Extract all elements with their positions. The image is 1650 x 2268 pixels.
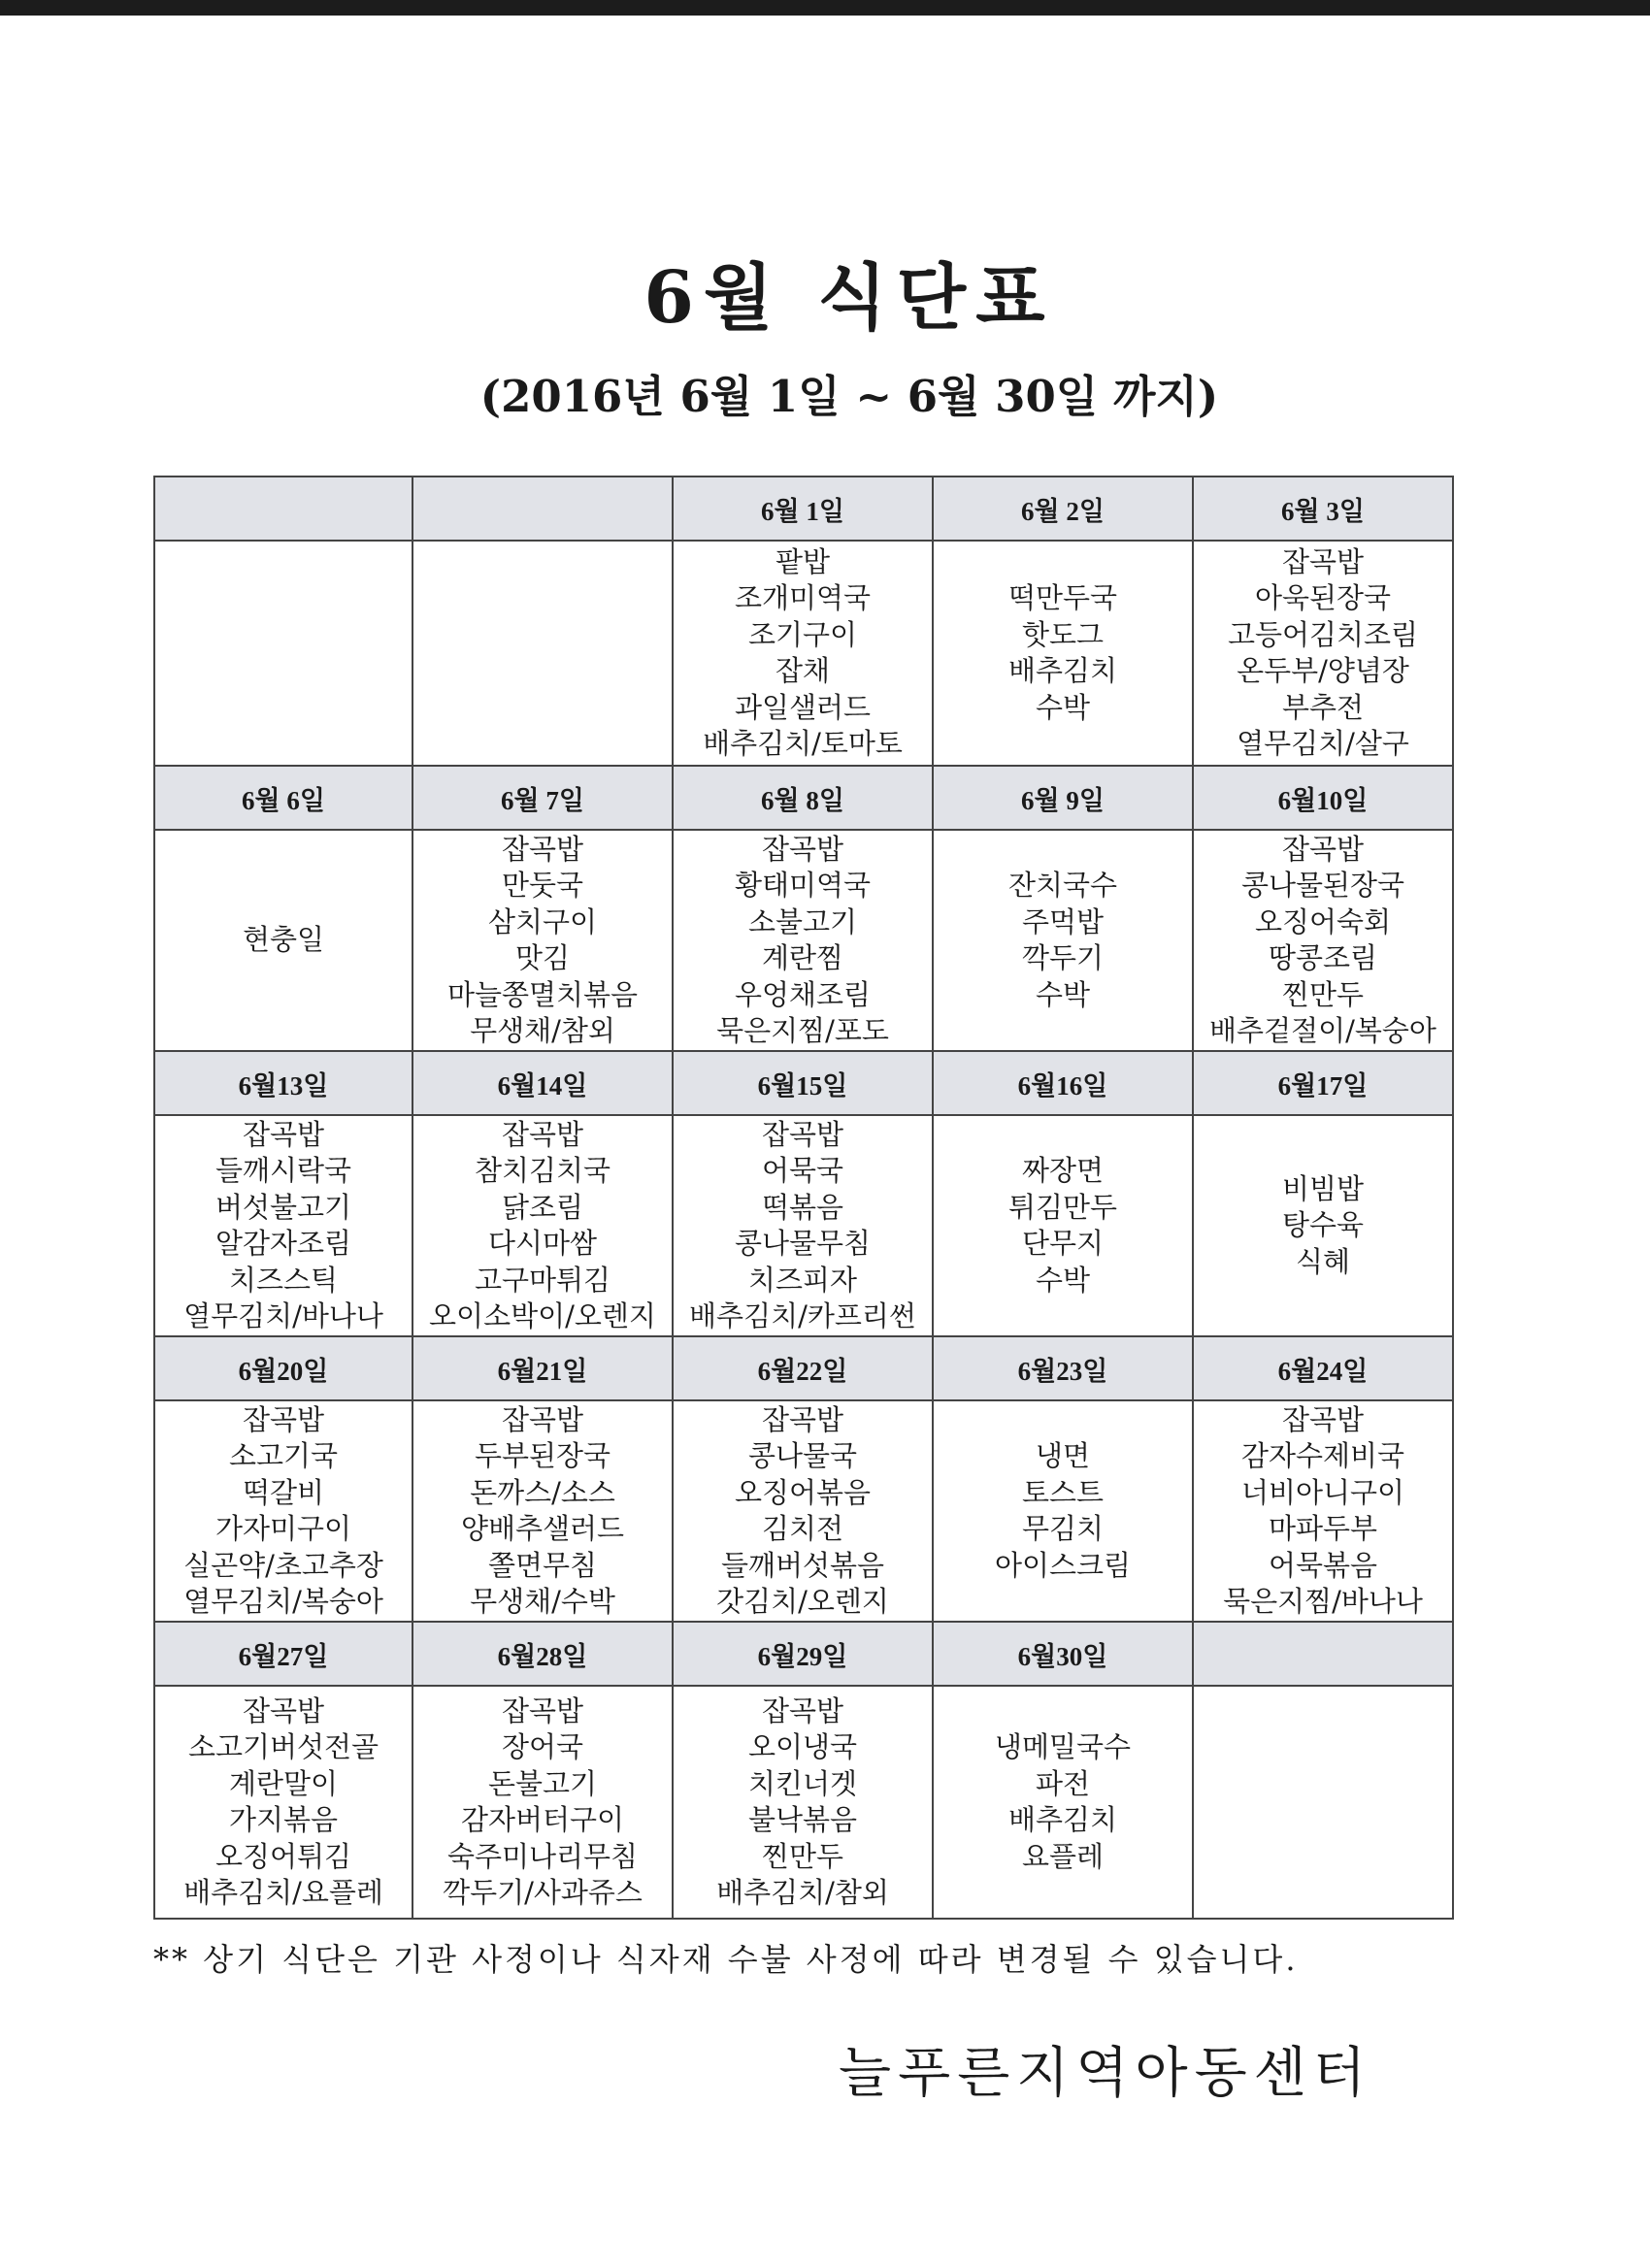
date-cell: 6월 8일 <box>673 766 933 830</box>
menu-item: 떡갈비 <box>242 1475 325 1509</box>
menu-item: 잡곡밥 <box>501 832 584 866</box>
menu-item: 단무지 <box>1021 1227 1105 1260</box>
menu-item: 현충일 <box>242 923 325 957</box>
date-cell: 6월27일 <box>154 1622 412 1686</box>
menu-item: 깍두기 <box>1021 941 1105 974</box>
date-cell: 6월 7일 <box>412 766 673 830</box>
menu-row <box>154 830 1453 1051</box>
menu-item: 비빔밥 <box>1281 1171 1365 1205</box>
menu-item: 팥밥 <box>775 544 831 578</box>
menu-item: 잡곡밥 <box>761 1402 844 1436</box>
menu-item: 들깨버섯볶음 <box>720 1548 885 1582</box>
menu-item: 가지볶음 <box>228 1803 339 1836</box>
menu-item: 삼치구이 <box>487 904 598 938</box>
menu-item: 알감자조림 <box>214 1227 352 1260</box>
menu-item: 잡곡밥 <box>242 1402 325 1436</box>
menu-item: 잡곡밥 <box>1281 1402 1365 1436</box>
menu-item: 감자수제비국 <box>1240 1439 1405 1472</box>
menu-item: 두부된장국 <box>474 1439 611 1472</box>
menu-item: 치킨너겟 <box>747 1766 858 1800</box>
menu-cell <box>673 1686 933 1919</box>
menu-table <box>153 476 1454 1920</box>
menu-item: 너비아니구이 <box>1240 1475 1405 1509</box>
menu-item: 들깨시락국 <box>214 1154 352 1187</box>
menu-item: 냉메밀국수 <box>994 1730 1132 1763</box>
menu-item: 무생채/참외 <box>470 1014 615 1047</box>
page-title: 6월 식단표 <box>644 256 1055 340</box>
menu-item: 콩나물무침 <box>734 1227 872 1260</box>
menu-item: 배추김치 <box>1007 1803 1118 1836</box>
menu-item: 양배추샐러드 <box>460 1512 625 1545</box>
menu-cell <box>412 830 673 1051</box>
menu-item: 실곤약/초고추장 <box>183 1548 383 1582</box>
menu-cell <box>673 1115 933 1336</box>
menu-item: 콩나물국 <box>747 1439 858 1472</box>
menu-cell <box>933 541 1193 766</box>
menu-item: 오징어튀김 <box>214 1839 352 1873</box>
menu-item: 배추김치/카프리썬 <box>689 1299 916 1332</box>
menu-item: 파전 <box>1035 1766 1091 1800</box>
menu-cell <box>673 541 933 766</box>
menu-cell <box>1193 541 1453 766</box>
menu-item: 불낙볶음 <box>747 1803 858 1836</box>
menu-item: 오징어볶음 <box>734 1475 872 1509</box>
menu-item: 탕수육 <box>1281 1208 1365 1242</box>
menu-item: 마늘쫑멸치볶음 <box>446 977 639 1011</box>
menu-item: 잡채 <box>775 654 831 687</box>
date-cell: 6월13일 <box>154 1051 412 1115</box>
menu-row <box>154 1400 1453 1622</box>
menu-item: 김치전 <box>761 1512 844 1545</box>
date-cell: 6월 9일 <box>933 766 1193 830</box>
date-cell: 6월10일 <box>1193 766 1453 830</box>
menu-item: 고등어김치조림 <box>1227 617 1419 651</box>
date-cell: 6월21일 <box>412 1336 673 1400</box>
menu-item: 돈불고기 <box>487 1766 598 1800</box>
menu-item: 배추겉절이/복숭아 <box>1209 1014 1436 1047</box>
menu-item: 어묵국 <box>761 1154 844 1187</box>
menu-cell <box>1193 1400 1453 1622</box>
date-cell: 6월29일 <box>673 1622 933 1686</box>
menu-item: 아욱된장국 <box>1254 581 1392 614</box>
date-cell <box>154 477 412 541</box>
menu-item: 잡곡밥 <box>242 1693 325 1727</box>
date-cell: 6월 6일 <box>154 766 412 830</box>
date-header-row <box>154 1622 1453 1686</box>
menu-item: 장어국 <box>501 1730 584 1763</box>
menu-item: 소고기버섯전골 <box>187 1730 380 1763</box>
date-range-subtitle: (2016년 6월 1일 ~ 6월 30일 까지) <box>479 371 1219 422</box>
menu-item: 열무김치/복숭아 <box>183 1585 383 1618</box>
menu-item: 잡곡밥 <box>761 1117 844 1151</box>
menu-cell <box>154 830 412 1051</box>
menu-table-body <box>154 477 1453 1919</box>
menu-item: 요플레 <box>1021 1839 1105 1873</box>
menu-item: 고구마튀김 <box>474 1263 611 1297</box>
menu-item: 소고기국 <box>228 1439 339 1472</box>
menu-item: 배추김치 <box>1007 654 1118 687</box>
menu-cell <box>154 541 412 766</box>
menu-cell <box>412 541 673 766</box>
menu-item: 조기구이 <box>747 617 858 651</box>
menu-item: 계란찜 <box>761 941 844 974</box>
menu-item: 아이스크림 <box>994 1548 1132 1582</box>
date-cell: 6월16일 <box>933 1051 1193 1115</box>
menu-item: 튀김만두 <box>1007 1190 1118 1224</box>
menu-row <box>154 1686 1453 1919</box>
date-cell: 6월 1일 <box>673 477 933 541</box>
menu-item: 가자미구이 <box>214 1512 352 1545</box>
menu-item: 배추김치/토마토 <box>703 727 903 760</box>
menu-item: 열무김치/바나나 <box>183 1299 383 1332</box>
menu-item: 무김치 <box>1021 1512 1105 1545</box>
date-cell: 6월24일 <box>1193 1336 1453 1400</box>
menu-item: 잔치국수 <box>1007 869 1118 902</box>
menu-item: 냉면 <box>1035 1439 1091 1472</box>
menu-cell <box>933 1686 1193 1919</box>
menu-item: 참치김치국 <box>474 1154 611 1187</box>
menu-item: 토스트 <box>1021 1475 1105 1509</box>
date-cell <box>1193 1622 1453 1686</box>
organization-name: 늘푸른지역아동센터 <box>839 2042 1372 2105</box>
date-cell <box>412 477 673 541</box>
menu-cell <box>154 1115 412 1336</box>
menu-item: 땅콩조림 <box>1268 941 1378 974</box>
menu-item: 잡곡밥 <box>501 1693 584 1727</box>
menu-item: 잡곡밥 <box>501 1117 584 1151</box>
menu-item: 만둣국 <box>501 869 584 902</box>
menu-item: 오이냉국 <box>747 1730 858 1763</box>
menu-cell <box>673 830 933 1051</box>
menu-item: 갓김치/오렌지 <box>716 1585 889 1618</box>
menu-item: 다시마쌈 <box>487 1227 598 1260</box>
menu-item: 계란말이 <box>228 1766 339 1800</box>
date-cell: 6월30일 <box>933 1622 1193 1686</box>
menu-item: 조개미역국 <box>734 581 872 614</box>
menu-item: 쫄면무침 <box>487 1548 598 1582</box>
menu-cell <box>1193 1686 1453 1919</box>
menu-item: 핫도그 <box>1021 617 1105 651</box>
menu-item: 찐만두 <box>1281 977 1365 1011</box>
date-cell: 6월15일 <box>673 1051 933 1115</box>
menu-cell <box>933 830 1193 1051</box>
menu-item: 수박 <box>1035 690 1091 724</box>
menu-item: 돈까스/소스 <box>470 1475 615 1509</box>
scan-top-edge <box>0 0 1650 16</box>
menu-item: 소불고기 <box>747 904 858 938</box>
date-cell: 6월28일 <box>412 1622 673 1686</box>
date-header-row <box>154 1336 1453 1400</box>
menu-item: 콩나물된장국 <box>1240 869 1405 902</box>
menu-item: 떡볶음 <box>761 1190 844 1224</box>
date-cell: 6월20일 <box>154 1336 412 1400</box>
menu-item: 온두부/양념장 <box>1237 654 1409 687</box>
menu-item: 버섯불고기 <box>214 1190 352 1224</box>
menu-item: 깍두기/사과쥬스 <box>443 1876 643 1909</box>
menu-cell <box>673 1400 933 1622</box>
date-cell: 6월14일 <box>412 1051 673 1115</box>
date-header-row <box>154 477 1453 541</box>
menu-item: 감자버터구이 <box>460 1803 625 1836</box>
menu-item: 주먹밥 <box>1021 904 1105 938</box>
menu-item: 찐만두 <box>761 1839 844 1873</box>
menu-item: 묵은지찜/포도 <box>716 1014 889 1047</box>
menu-cell <box>154 1686 412 1919</box>
menu-item: 잡곡밥 <box>1281 832 1365 866</box>
menu-cell <box>154 1400 412 1622</box>
menu-item: 떡만두국 <box>1007 581 1118 614</box>
menu-item: 숙주미나리무침 <box>446 1839 639 1873</box>
menu-item: 닭조림 <box>501 1190 584 1224</box>
date-header-row <box>154 1051 1453 1115</box>
menu-row <box>154 541 1453 766</box>
menu-item: 잡곡밥 <box>761 832 844 866</box>
menu-change-note: ** 상기 식단은 기관 사정이나 식자재 수불 사정에 따라 변경될 수 있습니다. <box>153 1941 1299 1978</box>
menu-item: 부추전 <box>1281 690 1365 724</box>
date-cell: 6월 2일 <box>933 477 1193 541</box>
menu-cell <box>1193 830 1453 1051</box>
menu-item: 우엉채조림 <box>734 977 872 1011</box>
menu-item: 식혜 <box>1295 1244 1351 1278</box>
menu-item: 수박 <box>1035 1263 1091 1297</box>
menu-item: 무생채/수박 <box>470 1585 615 1618</box>
date-header-row <box>154 766 1453 830</box>
menu-cell <box>933 1400 1193 1622</box>
date-cell: 6월22일 <box>673 1336 933 1400</box>
menu-item: 짜장면 <box>1021 1154 1105 1187</box>
menu-item: 황태미역국 <box>734 869 872 902</box>
menu-item: 어묵볶음 <box>1268 1548 1378 1582</box>
menu-cell <box>412 1400 673 1622</box>
date-cell: 6월17일 <box>1193 1051 1453 1115</box>
menu-item: 묵은지찜/바나나 <box>1223 1585 1423 1618</box>
menu-item: 과일샐러드 <box>734 690 872 724</box>
menu-item: 오이소박이/오렌지 <box>429 1299 656 1332</box>
menu-cell <box>412 1115 673 1336</box>
menu-cell <box>1193 1115 1453 1336</box>
menu-cell <box>933 1115 1193 1336</box>
menu-item: 잡곡밥 <box>761 1693 844 1727</box>
menu-item: 치즈피자 <box>747 1263 858 1297</box>
menu-item: 마파두부 <box>1268 1512 1378 1545</box>
menu-item: 잡곡밥 <box>1281 544 1365 578</box>
menu-item: 수박 <box>1035 977 1091 1011</box>
menu-item: 잡곡밥 <box>242 1117 325 1151</box>
menu-row <box>154 1115 1453 1336</box>
menu-cell <box>412 1686 673 1919</box>
menu-item: 맛김 <box>514 941 571 974</box>
menu-item: 배추김치/요플레 <box>183 1876 383 1909</box>
menu-item: 배추김치/참외 <box>716 1876 889 1909</box>
menu-item: 오징어숙회 <box>1254 904 1392 938</box>
menu-item: 치즈스틱 <box>228 1263 339 1297</box>
menu-item: 열무김치/살구 <box>1237 727 1409 760</box>
date-cell: 6월23일 <box>933 1336 1193 1400</box>
date-cell: 6월 3일 <box>1193 477 1453 541</box>
menu-item: 잡곡밥 <box>501 1402 584 1436</box>
